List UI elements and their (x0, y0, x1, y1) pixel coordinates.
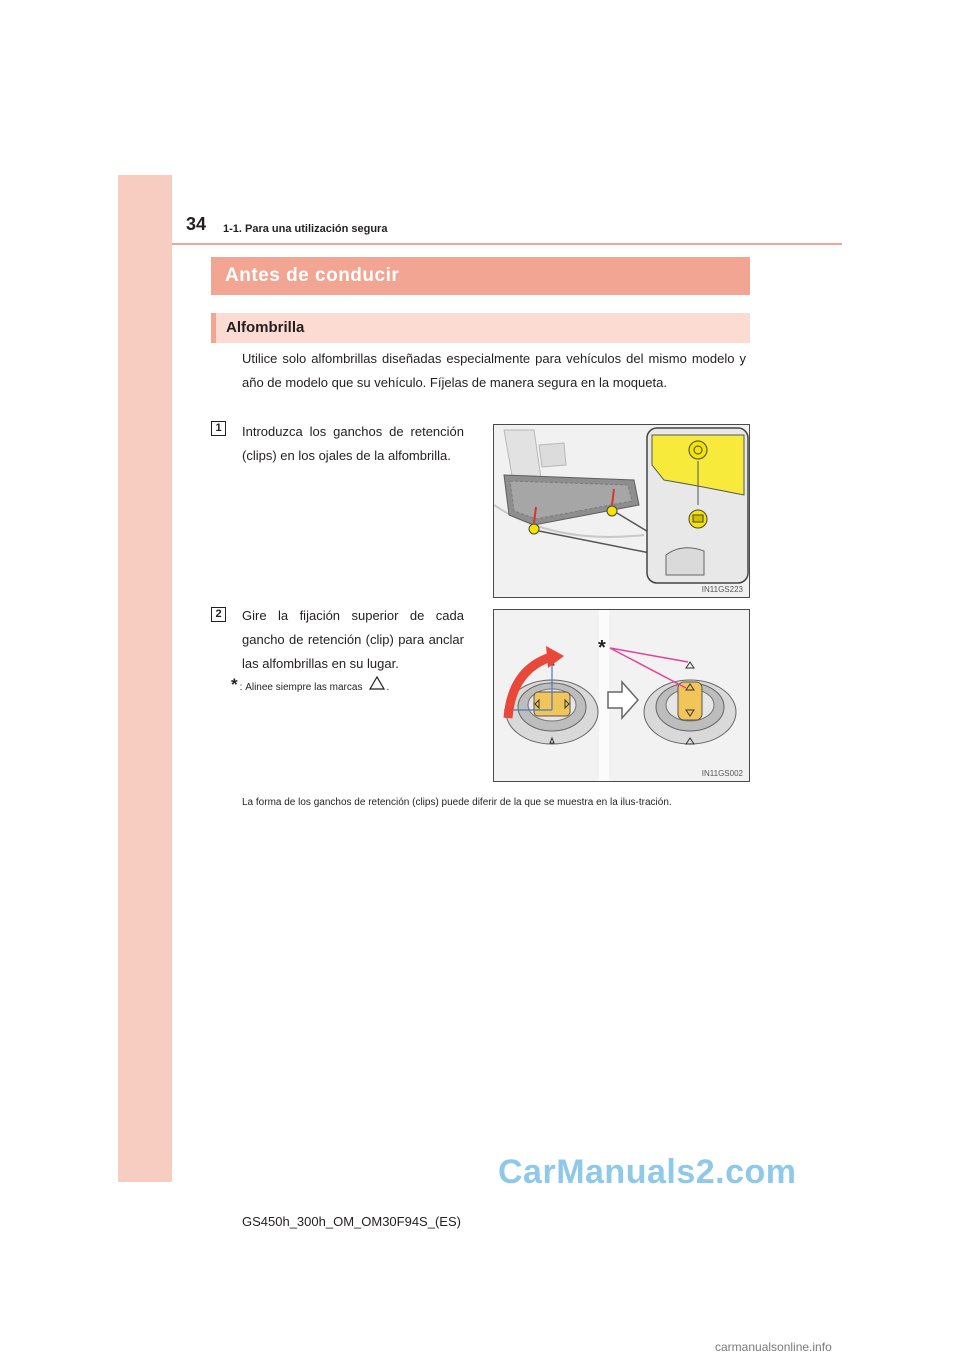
caution-text: La forma de los ganchos de retención (clips) puede diferir de la que se muestra en la ilus-tración. (242, 797, 672, 808)
step-1-number: 1 (211, 421, 226, 436)
subsection-title: Alfombrilla (211, 313, 750, 343)
note-text: Alinee siempre las marcas (245, 682, 363, 693)
figure-floor-mat-hooks (493, 424, 750, 598)
figure-hook-rotation (493, 609, 750, 782)
floor-mat-illustration (494, 425, 750, 598)
note-period: . (386, 682, 390, 693)
footer-doc-id: GS450h_300h_OM_OM30F94S_(ES) (242, 1214, 461, 1229)
header-rule (172, 243, 842, 245)
note-star: * (231, 675, 238, 694)
section-title: Antes de conducir (211, 257, 750, 295)
page-number: 34 (186, 214, 207, 234)
header-section-title: 1-1. Para una utilización segura (223, 223, 388, 235)
step-1-text: Introduzca los ganchos de retención (clips) en los ojales de la alfombrilla. (242, 424, 464, 463)
step-2-text: Gire la fijación superior de cada gancho de retención (clip) para anclar las alfombrillas en su lugar. (242, 608, 464, 671)
hook-rotation-illustration (494, 610, 750, 782)
figure-1-code: IN11GS223 (701, 585, 743, 594)
step-2-number: 2 (211, 607, 226, 622)
note-colon: : (239, 682, 246, 693)
watermark: CarManuals2.com (498, 1153, 797, 1191)
note (231, 675, 389, 695)
figure-2-star: * (598, 637, 606, 659)
figure-2-code: IN11GS002 (701, 769, 743, 778)
side-band (118, 175, 172, 1182)
intro-paragraph: Utilice solo alfombrillas diseñadas especialmente para vehículos del mismo modelo y año de modelo que su vehículo. Fíjelas de manera segura en la moqueta. (242, 351, 746, 390)
triangle-mark-icon (368, 676, 386, 690)
source-mark: carmanualsonline.info (715, 1340, 832, 1354)
